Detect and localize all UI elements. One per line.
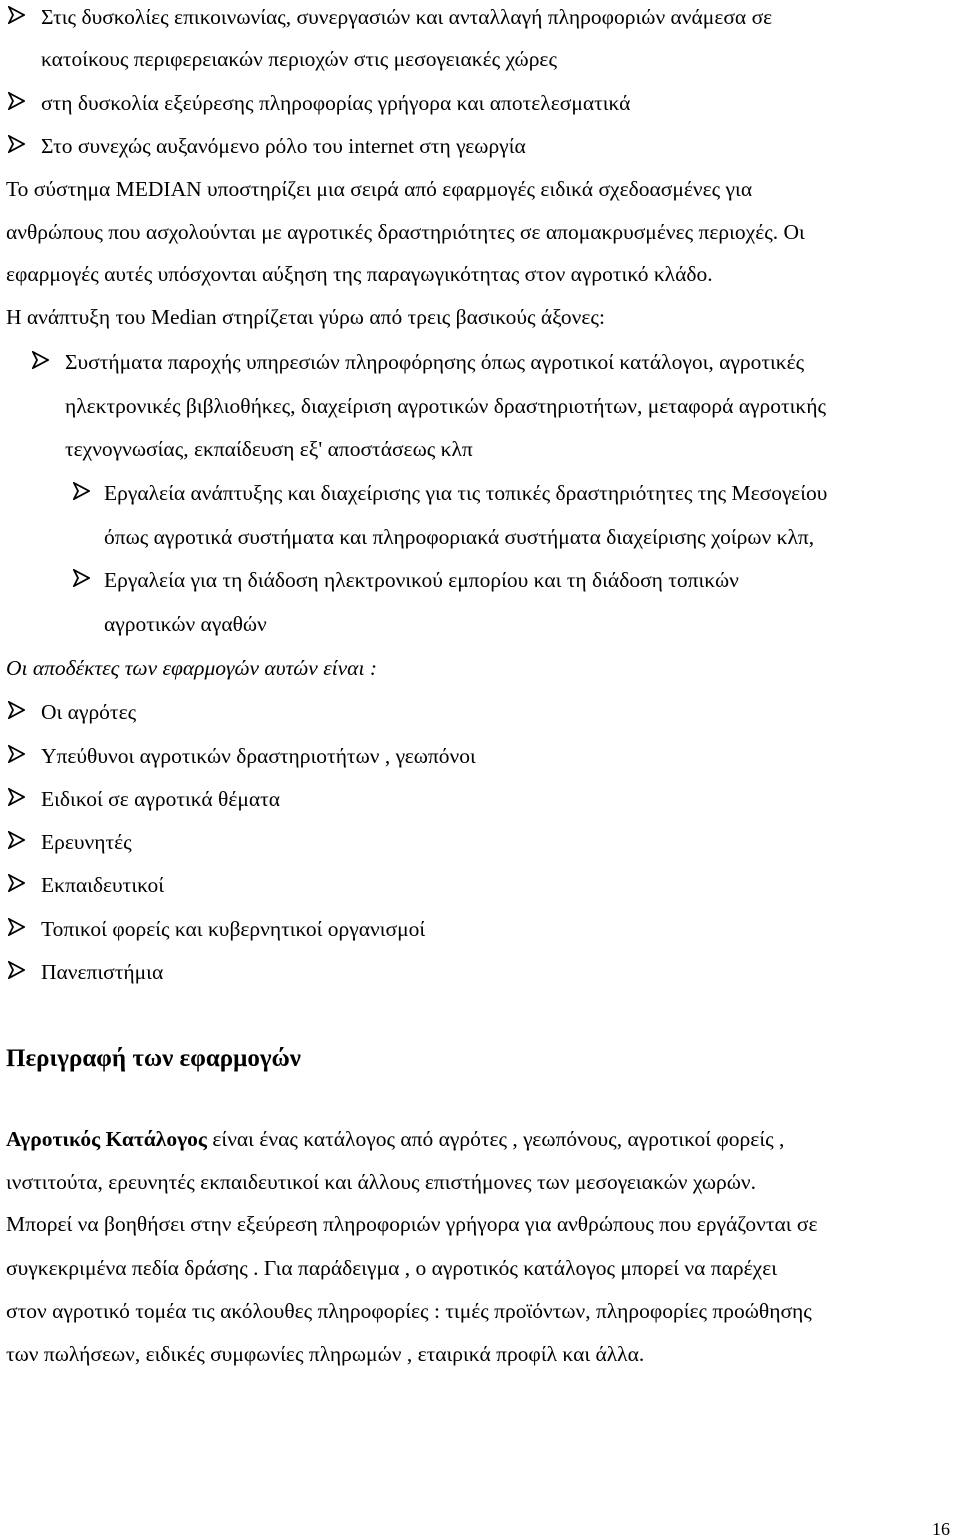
recipient-item: Ερευνητές: [41, 830, 132, 854]
paragraph-line: ανθρώπους που ασχολούνται με αγροτικές δραστηριότητες σε απομακρυσμένες περιοχές. Οι: [6, 220, 805, 244]
page-number: 16: [932, 1519, 950, 1539]
recipient-item: Υπεύθυνοι αγροτικών δραστηριοτήτων , γεωπόνοι: [41, 744, 476, 768]
arrow-bullet-icon: [32, 351, 49, 369]
bullet-text-cont: κατοίκους περιφερειακών περιοχών στις μεσογειακές χώρες: [41, 47, 557, 71]
arrow-bullet-icon: [73, 569, 90, 587]
recipient-item: Οι αγρότες: [41, 700, 137, 724]
arrow-bullet-icon: [8, 918, 25, 936]
axis-text-cont: όπως αγροτικά συστήματα και πληροφοριακά συστήματα διαχείρισης χοίρων κλπ,: [104, 525, 815, 549]
bullet-text: στη δυσκολία εξεύρεσης πληροφορίας γρήγορα και αποτελεσματικά: [41, 91, 631, 115]
arrow-bullet-icon: [8, 135, 25, 153]
arrow-bullet-icon: [8, 92, 25, 110]
recipient-item: Ειδικοί σε αγροτικά θέματα: [41, 787, 281, 811]
arrow-bullet-icon: [8, 874, 25, 892]
axis-text: Συστήματα παροχής υπηρεσιών πληροφόρησης όπως αγροτικοί κατάλογοι, αγροτικές: [65, 350, 805, 374]
paragraph-line: ινστιτούτα, ερευνητές εκπαιδευτικοί και άλλους επιστήμονες των μεσογειακών χωρών.: [6, 1170, 757, 1194]
arrow-bullet-icon: [8, 831, 25, 849]
axis-text-cont: αγροτικών αγαθών: [104, 612, 267, 636]
axis-text: Εργαλεία για τη διάδοση ηλεκτρονικού εμπορίου και τη διάδοση τοπικών: [104, 568, 739, 592]
bullet-text: Στις δυσκολίες επικοινωνίας, συνεργασιών και ανταλλαγή πληροφοριών ανάμεσα σε: [41, 5, 773, 29]
paragraph-line: εφαρμογές αυτές υπόσχονται αύξηση της παραγωγικότητας στον αγροτικό κλάδο.: [6, 262, 713, 286]
recipient-item: Εκπαιδευτικοί: [41, 873, 164, 897]
paragraph-line: Το σύστημα MEDIAN υποστηρίζει μια σειρά από εφαρμογές ειδικά σχεδοασμένες για: [6, 177, 753, 201]
axes-intro: Η ανάπτυξη του Median στηρίζεται γύρω από τρεις βασικούς άξονες:: [6, 305, 605, 329]
axis-text-cont: ηλεκτρονικές βιβλιοθήκες, διαχείριση αγροτικών δραστηριοτήτων, μεταφορά αγροτικής: [65, 394, 827, 418]
axis-text: Εργαλεία ανάπτυξης και διαχείρισης για τις τοπικές δραστηριότητες της Μεσογείου: [104, 481, 828, 505]
section-heading: Περιγραφή των εφαρμογών: [6, 1045, 301, 1072]
paragraph-line: των πωλήσεων, ειδικές συμφωνίες πληρωμών , εταιρικά προφίλ και άλλα.: [6, 1342, 645, 1366]
arrow-bullet-icon: [73, 482, 90, 500]
arrow-bullet-icon: [8, 788, 25, 806]
arrow-bullet-icon: [8, 6, 25, 24]
axis-text-cont: τεχνογνωσίας, εκπαίδευση εξ' αποστάσεως κλπ: [65, 437, 473, 461]
arrow-bullet-icon: [8, 961, 25, 979]
paragraph-line: Μπορεί να βοηθήσει στην εξεύρεση πληροφοριών γρήγορα για ανθρώπους που εργάζονται σε: [6, 1212, 818, 1236]
bullet-text: Στο συνεχώς αυξανόμενο ρόλο του internet στη γεωργία: [41, 134, 526, 158]
catalog-text: είναι ένας κατάλογος από αγρότες , γεωπόνους, αγροτικοί φορείς ,: [207, 1127, 785, 1151]
arrow-bullet-icon: [8, 745, 25, 763]
paragraph-line: συγκεκριμένα πεδία δράσης . Για παράδειγμα , ο αγροτικός κατάλογος μπορεί να παρέχει: [6, 1256, 778, 1280]
catalog-term: Αγροτικός Κατάλογος: [6, 1127, 207, 1151]
recipients-intro: Οι αποδέκτες των εφαρμογών αυτών είναι :: [6, 656, 377, 680]
recipient-item: Πανεπιστήμια: [41, 960, 164, 984]
arrow-bullet-icon: [8, 701, 25, 719]
paragraph-line: στον αγροτικό τομέα τις ακόλουθες πληροφορίες : τιμές προϊόντων, πληροφορίες προώθησης: [6, 1299, 812, 1323]
catalog-line-first: [6, 1126, 784, 1152]
recipient-item: Τοπικοί φορείς και κυβερνητικοί οργανισμοί: [41, 917, 426, 941]
